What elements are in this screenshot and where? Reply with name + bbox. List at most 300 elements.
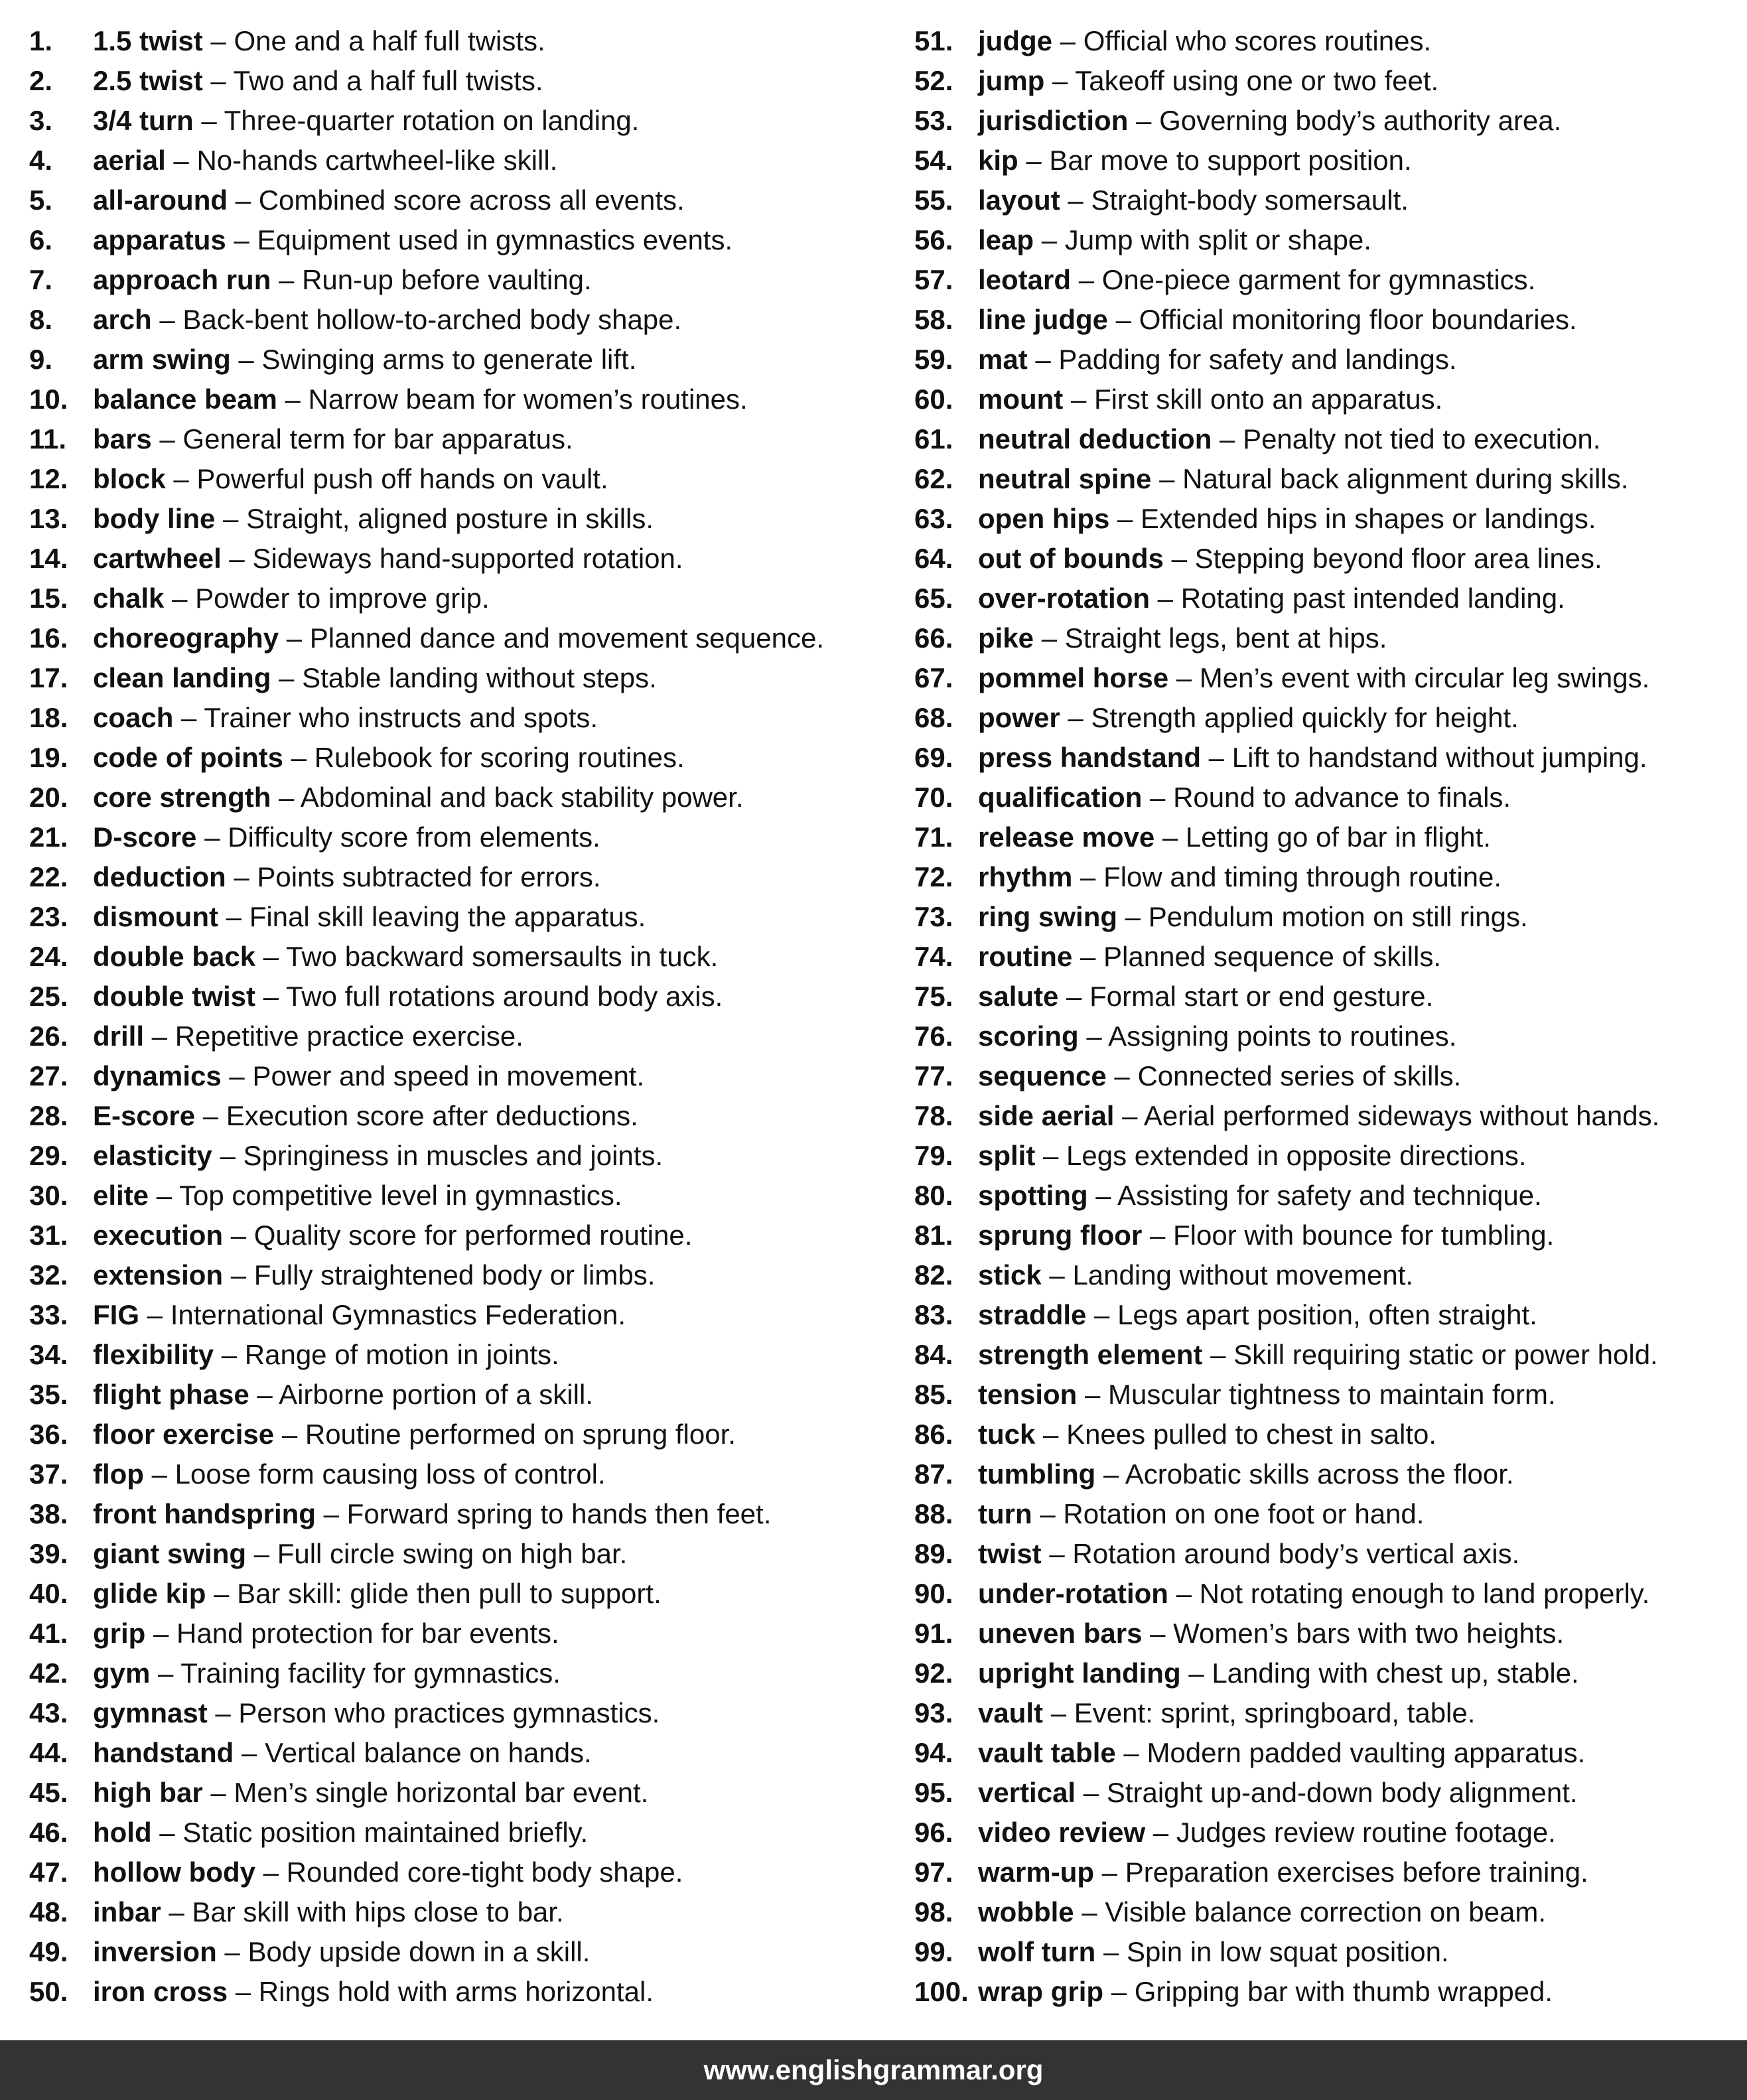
glossary-entry [29,1216,892,1255]
glossary-entry [29,1614,892,1653]
entry-definition: Bar move to support position. [1049,145,1412,176]
entry-separator: – [223,1259,254,1291]
entry-text [93,180,685,220]
entry-text [93,1693,660,1733]
entry-number: 40. [29,1578,68,1609]
glossary-entry [914,1853,1747,1892]
entry-definition: Rotating past intended landing. [1180,583,1565,614]
glossary-entry [29,1534,892,1574]
entry-term: code of points [93,742,283,773]
entry-definition: Trainer who instructs and spots. [204,702,598,733]
entry-number: 53. [914,105,953,136]
entry-term: vault [978,1697,1044,1728]
entry-text [93,1653,561,1693]
entry-definition: Lift to handstand without jumping. [1231,742,1647,773]
entry-term: flight phase [93,1379,249,1410]
entry-separator: – [1044,65,1076,96]
glossary-entry [29,1773,892,1813]
entry-term: gym [93,1657,151,1689]
entry-definition: Spin in low squat position. [1127,1936,1449,1967]
entry-number: 81. [914,1220,953,1251]
entry-number: 80. [914,1180,953,1211]
entry-term: execution [93,1220,224,1251]
glossary-entry [29,340,892,380]
entry-term: D-score [93,821,197,853]
entry-number: 31. [29,1220,68,1251]
entry-separator: – [1074,1896,1105,1927]
entry-number: 1. [29,25,53,56]
entry-number: 32. [29,1259,68,1291]
entry-separator: – [206,1578,238,1609]
entry-text [93,1295,626,1335]
entry-term: uneven bars [978,1618,1143,1649]
entry-number: 49. [29,1936,68,1967]
entry-number: 45. [29,1777,68,1808]
glossary-entry [914,419,1747,459]
entry-text [93,1574,662,1614]
entry-definition: Preparation exercises before training. [1125,1856,1588,1888]
glossary-entry [29,141,892,180]
glossary-entry [914,857,1747,897]
entry-number: 29. [29,1140,68,1171]
glossary-entry [29,180,892,220]
entry-separator: – [1058,981,1090,1012]
entry-definition: Connected series of skills. [1137,1060,1462,1091]
entry-term: scoring [978,1020,1079,1052]
entry-text [93,1056,644,1096]
entry-separator: – [1086,1299,1118,1330]
glossary-entry [29,380,892,419]
glossary-entry [914,1096,1747,1136]
entry-number: 33. [29,1299,68,1330]
entry-number: 8. [29,304,53,335]
entry-number: 57. [914,264,953,295]
glossary-entry [914,1056,1747,1096]
entry-term: ring swing [978,901,1117,932]
entry-definition: Fully straightened body or limbs. [253,1259,656,1291]
entry-definition: Final skill leaving the apparatus. [249,901,646,932]
entry-separator: – [1212,423,1243,455]
entry-definition: Run-up before vaulting. [302,264,592,295]
entry-number: 5. [29,184,53,216]
entry-number: 12. [29,463,68,494]
entry-number: 7. [29,264,53,295]
entry-number: 34. [29,1339,68,1370]
entry-separator: – [202,25,234,56]
entry-definition: First skill onto an apparatus. [1094,384,1443,415]
entry-term: apparatus [93,224,226,255]
entry-separator: – [161,1896,192,1927]
entry-text [93,459,608,499]
entry-number: 60. [914,384,953,415]
entry-number: 95. [914,1777,953,1808]
entry-number: 6. [29,224,53,255]
entry-separator: – [165,463,197,494]
glossary-entry [29,618,892,658]
entry-term: inbar [93,1896,161,1927]
entry-term: wobble [978,1896,1074,1927]
glossary-entry [914,1375,1747,1415]
entry-number: 89. [914,1538,953,1569]
entry-definition: Legs extended in opposite directions. [1066,1140,1527,1171]
entry-text [93,101,639,141]
entry-separator: – [1060,702,1091,733]
entry-text [978,977,1433,1016]
glossary-entry [914,1216,1747,1255]
glossary-entry [29,499,892,539]
entry-definition: Gripping bar with thumb wrapped. [1134,1976,1553,2007]
entry-number: 58. [914,304,953,335]
entry-term: chalk [93,583,165,614]
entry-definition: Three-quarter rotation on landing. [224,105,640,136]
entry-separator: – [1072,861,1104,892]
entry-separator: – [1151,463,1183,494]
entry-term: mat [978,344,1028,375]
entry-definition: Static position maintained briefly. [182,1817,589,1848]
glossary-entry [29,778,892,817]
entry-text [93,380,748,419]
entry-separator: – [139,1299,171,1330]
entry-term: power [978,702,1060,733]
entry-separator: – [223,1220,254,1251]
glossary-entry [29,1176,892,1216]
glossary-entry [29,1494,892,1534]
entry-definition: Takeoff using one or two feet. [1075,65,1439,96]
entry-definition: Power and speed in movement. [252,1060,645,1091]
entry-number: 18. [29,702,68,733]
entry-text [978,857,1502,897]
entry-term: inversion [93,1936,217,1967]
entry-number: 69. [914,742,953,773]
entry-number: 48. [29,1896,68,1927]
entry-text [978,1096,1659,1136]
glossary-entry [29,698,892,738]
entry-text [93,1534,627,1574]
entry-text [93,1335,559,1375]
entry-number: 76. [914,1020,953,1052]
entry-definition: Forward spring to hands then feet. [346,1498,772,1529]
entry-definition: Combined score across all events. [258,184,685,216]
entry-number: 61. [914,423,953,455]
entry-term: gymnast [93,1697,208,1728]
entry-separator: – [228,1976,259,2007]
entry-term: bars [93,423,152,455]
entry-text [978,1972,1553,2012]
entry-text [978,300,1577,340]
glossary-entry [914,1335,1747,1375]
entry-term: deduction [93,861,226,892]
glossary-entry [29,1056,892,1096]
glossary-entry [29,817,892,857]
entry-number: 16. [29,622,68,654]
entry-definition: Planned dance and movement sequence. [309,622,824,654]
entry-separator: – [255,941,286,972]
entry-term: all-around [93,184,228,216]
entry-text [93,897,646,937]
entry-definition: Rotation around body’s vertical axis. [1072,1538,1520,1569]
entry-term: elasticity [93,1140,212,1171]
glossary-entry [914,1494,1747,1534]
entry-separator: – [255,1856,287,1888]
glossary-entry [914,618,1747,658]
glossary-entry [29,61,892,101]
entry-separator: – [202,65,234,96]
entry-separator: – [274,1419,305,1450]
entry-separator: – [315,1498,347,1529]
entry-text [93,1136,663,1176]
entry-separator: – [271,662,303,693]
glossary-entry [914,817,1747,857]
entry-definition: One-piece garment for gymnastics. [1101,264,1536,295]
entry-definition: Back-bent hollow-to-arched body shape. [182,304,682,335]
entry-number: 68. [914,702,953,733]
entry-term: iron cross [93,1976,228,2007]
entry-number: 91. [914,1618,953,1649]
glossary-entry [914,1614,1747,1653]
entry-term: spotting [978,1180,1088,1211]
entry-definition: Modern padded vaulting apparatus. [1147,1737,1586,1768]
entry-term: flexibility [93,1339,214,1370]
entry-number: 74. [914,941,953,972]
entry-definition: Acrobatic skills across the floor. [1125,1458,1514,1490]
entry-separator: – [1180,1657,1212,1689]
entry-term: release move [978,821,1155,853]
entry-separator: – [1201,742,1232,773]
entry-separator: – [216,1936,248,1967]
entry-term: 2.5 twist [93,65,203,96]
glossary-entry [29,1016,892,1056]
glossary-entry [914,220,1747,260]
entry-number: 27. [29,1060,68,1091]
entry-separator: – [1103,1976,1135,2007]
entry-term: dynamics [93,1060,222,1091]
entry-text [93,698,598,738]
entry-separator: – [1114,1100,1144,1131]
entry-separator: – [1032,1498,1064,1529]
entry-definition: Landing without movement. [1072,1259,1414,1291]
entry-definition: Two full rotations around body axis. [285,981,723,1012]
entry-number: 52. [914,65,953,96]
entry-separator: – [143,1458,175,1490]
entry-number: 23. [29,901,68,932]
entry-text [93,141,557,180]
entry-number: 37. [29,1458,68,1490]
entry-number: 24. [29,941,68,972]
entry-number: 22. [29,861,68,892]
glossary-entry [914,141,1747,180]
entry-number: 42. [29,1657,68,1689]
entry-text [978,897,1528,937]
entry-separator: – [1154,821,1186,853]
entry-term: body line [93,503,216,534]
entry-definition: Routine performed on sprung floor. [305,1419,736,1450]
entry-definition: Difficulty score from elements. [228,821,600,853]
entry-number: 21. [29,821,68,853]
entry-term: grip [93,1618,146,1649]
entry-term: sequence [978,1060,1107,1091]
entry-separator: – [1071,264,1102,295]
entry-term: hold [93,1817,152,1848]
entry-separator: – [1163,543,1195,574]
entry-term: leotard [978,264,1072,295]
entry-separator: – [151,1817,183,1848]
entry-definition: Sideways hand-supported rotation. [252,543,683,574]
entry-number: 13. [29,503,68,534]
entry-definition: Narrow beam for women’s routines. [308,384,748,415]
entry-definition: Extended hips in shapes or landings. [1141,503,1596,534]
entry-definition: Airborne portion of a skill. [279,1379,593,1410]
footer-website[interactable]: www.englishgrammar.org [703,2054,1044,2085]
entry-text [978,220,1371,260]
entry-term: open hips [978,503,1110,534]
entry-separator: – [1150,583,1181,614]
entry-separator: – [165,145,197,176]
entry-term: cartwheel [93,543,222,574]
entry-text [93,618,824,658]
entry-text [978,180,1409,220]
entry-number: 28. [29,1100,68,1131]
entry-number: 41. [29,1618,68,1649]
entry-separator: – [1041,1538,1073,1569]
entry-definition: Floor with bounce for tumbling. [1173,1220,1555,1251]
entry-definition: Official who scores routines. [1083,25,1432,56]
entry-number: 87. [914,1458,953,1490]
entry-text [978,1693,1475,1733]
glossary-columns [0,21,1747,2018]
entry-number: 19. [29,742,68,773]
glossary-entry [29,1574,892,1614]
entry-text [93,340,636,380]
entry-term: core strength [93,782,271,813]
entry-term: upright landing [978,1657,1181,1689]
entry-text [978,380,1442,419]
glossary-entry [914,260,1747,300]
entry-definition: Rotation on one foot or hand. [1063,1498,1425,1529]
entry-definition: Bar skill with hips close to bar. [192,1896,564,1927]
entry-text [978,658,1649,698]
entry-term: twist [978,1538,1042,1569]
entry-definition: Judges review routine footage. [1176,1817,1556,1848]
entry-number: 43. [29,1697,68,1728]
entry-definition: Rings hold with arms horizontal. [258,1976,654,2007]
entry-text [93,300,681,340]
entry-separator: – [1078,1020,1109,1052]
entry-separator: – [1168,1578,1200,1609]
entry-term: glide kip [93,1578,206,1609]
entry-term: rhythm [978,861,1073,892]
glossary-entry [914,1255,1747,1295]
entry-term: handstand [93,1737,234,1768]
entry-text [978,101,1561,141]
glossary-entry [29,1255,892,1295]
entry-separator: – [145,1618,177,1649]
glossary-entry [29,579,892,618]
entry-number: 39. [29,1538,68,1569]
entry-separator: – [1034,224,1065,255]
entry-separator: – [249,1379,279,1410]
entry-number: 79. [914,1140,953,1171]
entry-definition: Governing body’s authority area. [1159,105,1562,136]
entry-definition: Powerful push off hands on vault. [196,463,608,494]
entry-term: wrap grip [978,1976,1104,2007]
entry-term: neutral spine [978,463,1152,494]
entry-definition: Execution score after deductions. [226,1100,638,1131]
entry-number: 66. [914,622,953,654]
entry-text [93,260,592,300]
entry-definition: Equipment used in gymnastics events. [257,224,733,255]
entry-definition: Bar skill: glide then pull to support. [237,1578,662,1609]
entry-term: vertical [978,1777,1076,1808]
entry-text [93,977,723,1016]
entry-separator: – [151,304,183,335]
glossary-entry [914,1972,1747,2012]
glossary-entry [29,459,892,499]
entry-term: video review [978,1817,1146,1848]
glossary-entry [914,1693,1747,1733]
entry-text [93,1454,606,1494]
entry-definition: Assigning points to routines. [1108,1020,1457,1052]
entry-definition: One and a half full twists. [234,25,545,56]
entry-separator: – [202,1777,234,1808]
entry-separator: – [1072,941,1104,972]
entry-definition: Formal start or end gesture. [1089,981,1434,1012]
glossary-entry [29,897,892,937]
glossary-entry [29,260,892,300]
entry-text [93,1733,592,1773]
entry-text [93,1415,736,1454]
entry-definition: Not rotating enough to land properly. [1199,1578,1650,1609]
glossary-entry [29,658,892,698]
glossary-entry [914,340,1747,380]
entry-separator: – [1060,184,1091,216]
entry-separator: – [1087,1180,1118,1211]
entry-separator: – [271,782,301,813]
glossary-entry [914,778,1747,817]
entry-separator: – [1142,1618,1174,1649]
entry-number: 82. [914,1259,953,1291]
entry-definition: Official monitoring floor boundaries. [1139,304,1577,335]
entry-number: 94. [914,1737,953,1768]
entry-separator: – [150,1657,181,1689]
entry-text [93,1216,692,1255]
entry-separator: – [1095,1936,1127,1967]
entry-separator: – [1109,503,1141,534]
entry-term: extension [93,1259,224,1291]
entry-term: warm-up [978,1856,1095,1888]
glossary-left-column [29,21,892,2012]
entry-separator: – [1142,782,1174,813]
glossary-entry [914,459,1747,499]
entry-separator: – [1052,25,1083,56]
glossary-entry [29,300,892,340]
entry-separator: – [283,742,314,773]
entry-term: choreography [93,622,279,654]
entry-number: 25. [29,981,68,1012]
entry-term: leap [978,224,1034,255]
entry-definition: Stepping beyond floor area lines. [1194,543,1602,574]
entry-text [93,937,718,977]
glossary-entry [914,1176,1747,1216]
entry-text [978,1136,1527,1176]
entry-text [978,459,1628,499]
glossary-entry [914,1653,1747,1693]
entry-text [978,1773,1578,1813]
entry-separator: – [246,1538,277,1569]
entry-term: split [978,1140,1036,1171]
entry-text [93,1813,588,1853]
entry-definition: Penalty not tied to execution. [1243,423,1601,455]
entry-term: kip [978,145,1018,176]
